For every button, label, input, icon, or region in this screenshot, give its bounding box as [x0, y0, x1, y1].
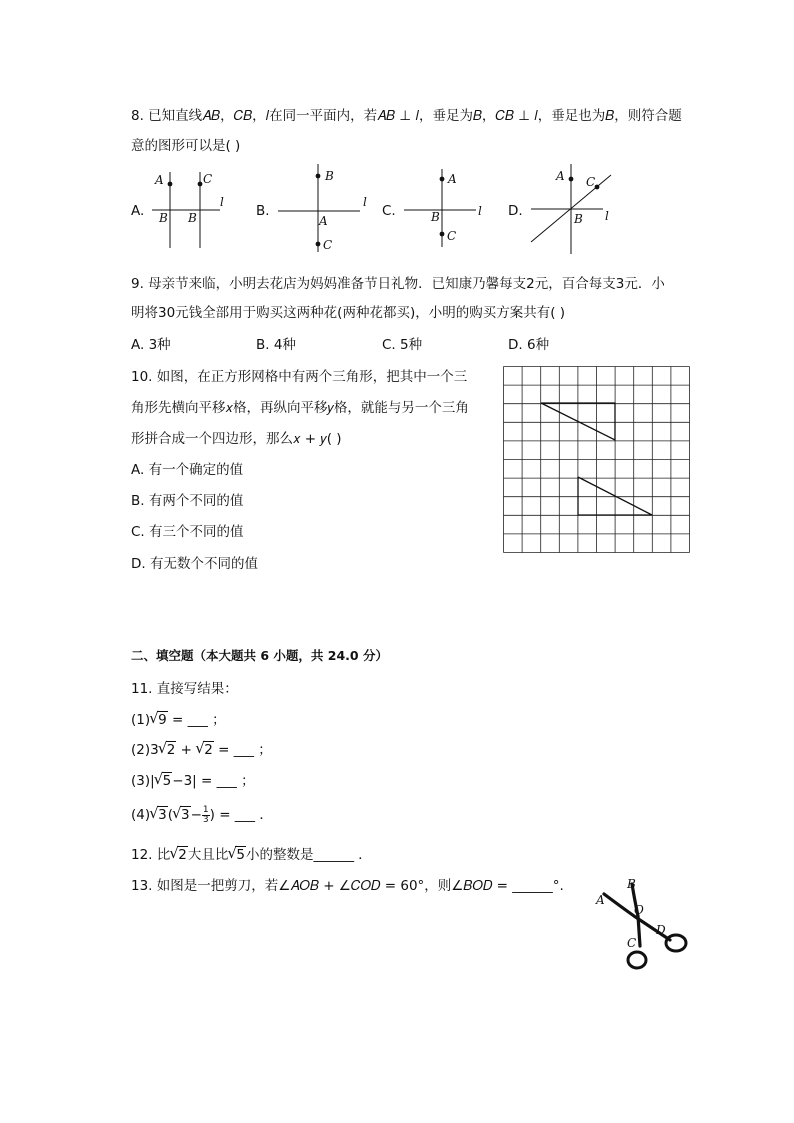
fig-b-label-b: B	[325, 169, 334, 183]
scissors-label-d: D	[656, 923, 666, 937]
fig-a-label-b2: B	[188, 211, 197, 225]
q11-stem: 11. 直接写结果：	[131, 681, 238, 697]
sqrt-2: √ 2	[169, 844, 187, 863]
sqrt-9: √ 9	[149, 709, 167, 728]
sqrt-5: √ 5	[227, 844, 245, 863]
fraction-one-third: $\frac{1}{3}$	[202, 804, 209, 825]
q8-option-a-label: A.	[131, 203, 145, 219]
sqrt-3: √ 3	[172, 804, 190, 823]
fig-b-label-a: A	[319, 214, 328, 228]
q13-stem: 13. 如图是一把剪刀，若∠𝐴𝑂𝐵 + ∠𝐶𝑂𝐷 = 60°，则∠𝐵𝑂𝐷 = ______°.	[131, 878, 564, 894]
q10-grid-figure	[503, 366, 690, 553]
q8-figure-a	[148, 168, 228, 250]
sqrt-3: √ 3	[149, 804, 167, 823]
fig-c-label-l: l	[478, 204, 482, 218]
fig-a-label-a: A	[155, 173, 164, 187]
q12-stem: 12. 比 √ 2大且比 √ 5小的整数是______ ．	[131, 844, 372, 863]
q9-option-a: A. 3种	[131, 337, 171, 353]
fig-d-label-c: C	[586, 175, 596, 189]
q8-option-c-label: C.	[382, 203, 396, 219]
fig-b-label-c: C	[323, 238, 333, 252]
fig-b-label-l: l	[363, 195, 367, 209]
q9-stem-line2: 明将30元钱全部用于购买这两种花(两种花都买)，小明的购买方案共有( )	[131, 305, 566, 321]
fig-c-label-b: B	[431, 210, 440, 224]
sqrt-2: √ 2	[157, 739, 176, 758]
q8-option-d-label: D.	[508, 203, 523, 219]
q11-part-1: (1) √ 9 = ___ ；	[131, 709, 226, 728]
q8-stem-line2: 意的图形可以是( )	[131, 138, 241, 154]
scissors-label-c: C	[627, 936, 637, 950]
q11-part-4: (4) √ 3( √ 3− $\frac{1}{3}$ ) = ___ ．	[131, 804, 273, 825]
sqrt-2: √ 2	[195, 739, 213, 758]
fig-c-label-a: A	[448, 172, 457, 186]
fig-a-label-c: C	[203, 172, 213, 186]
q10-option-b: B. 有两个不同的值	[131, 493, 244, 509]
fig-a-label-b1: B	[159, 211, 168, 225]
scissor-handle-right	[666, 935, 686, 951]
q13-scissors-figure	[590, 872, 694, 976]
fig-c-label-c: C	[447, 229, 457, 243]
q8-figure-c	[400, 165, 490, 251]
section-2-title: 二、填空题（本大题共 6 小题，共 24.0 分）	[131, 648, 388, 663]
fig-d-label-b: B	[574, 212, 583, 226]
q9-option-d: D. 6种	[508, 337, 550, 353]
scissors-label-a: A	[596, 893, 605, 907]
q9-option-b: B. 4种	[256, 337, 296, 353]
q10-option-d: D. 有无数个不同的值	[131, 556, 258, 572]
q8-option-b-label: B.	[256, 203, 270, 219]
fig-d-label-a: A	[556, 169, 565, 183]
q10-stem-line3: 形拼合成一个四边形，那么𝑥 + 𝑦( )	[131, 431, 342, 447]
scissors-label-o: O	[634, 903, 644, 917]
fig-a-label-l: l	[220, 195, 224, 209]
q10-option-a: A. 有一个确定的值	[131, 462, 244, 478]
q9-stem-line1: 9. 母亲节来临，小明去花店为妈妈准备节日礼物．已知康乃馨每支2元，百合每支3元．小	[131, 276, 665, 292]
scissors-label-b: B	[627, 877, 636, 891]
q11-part-2: (2)3 √ 2 + √ 2 = ___ ；	[131, 739, 272, 758]
q9-option-c: C. 5种	[382, 337, 423, 353]
scissor-handle-left	[628, 952, 646, 968]
q8-figure-d	[527, 160, 627, 256]
q11-part-3: (3)| √ 5−3| = ___ ；	[131, 770, 255, 789]
q8-stem-line1: 8. 已知直线𝐴𝐵，𝐶𝐵，𝑙在同一平面内，若𝐴𝐵 ⊥ 𝑙，垂足为𝐵，𝐶𝐵 ⊥ 𝑙，垂足也为𝐵，则符合题	[131, 108, 682, 124]
grid-lines	[504, 367, 690, 553]
q10-stem-line2: 角形先横向平移𝑥格，再纵向平移𝑦格，就能与另一个三角	[131, 400, 469, 416]
fig-d-label-l: l	[605, 209, 609, 223]
q10-option-c: C. 有三个不同的值	[131, 524, 244, 540]
q10-stem-line1: 10. 如图，在正方形网格中有两个三角形，把其中一个三	[131, 369, 468, 385]
q8-figure-b	[274, 160, 374, 256]
sqrt-5: √ 5	[153, 770, 172, 789]
